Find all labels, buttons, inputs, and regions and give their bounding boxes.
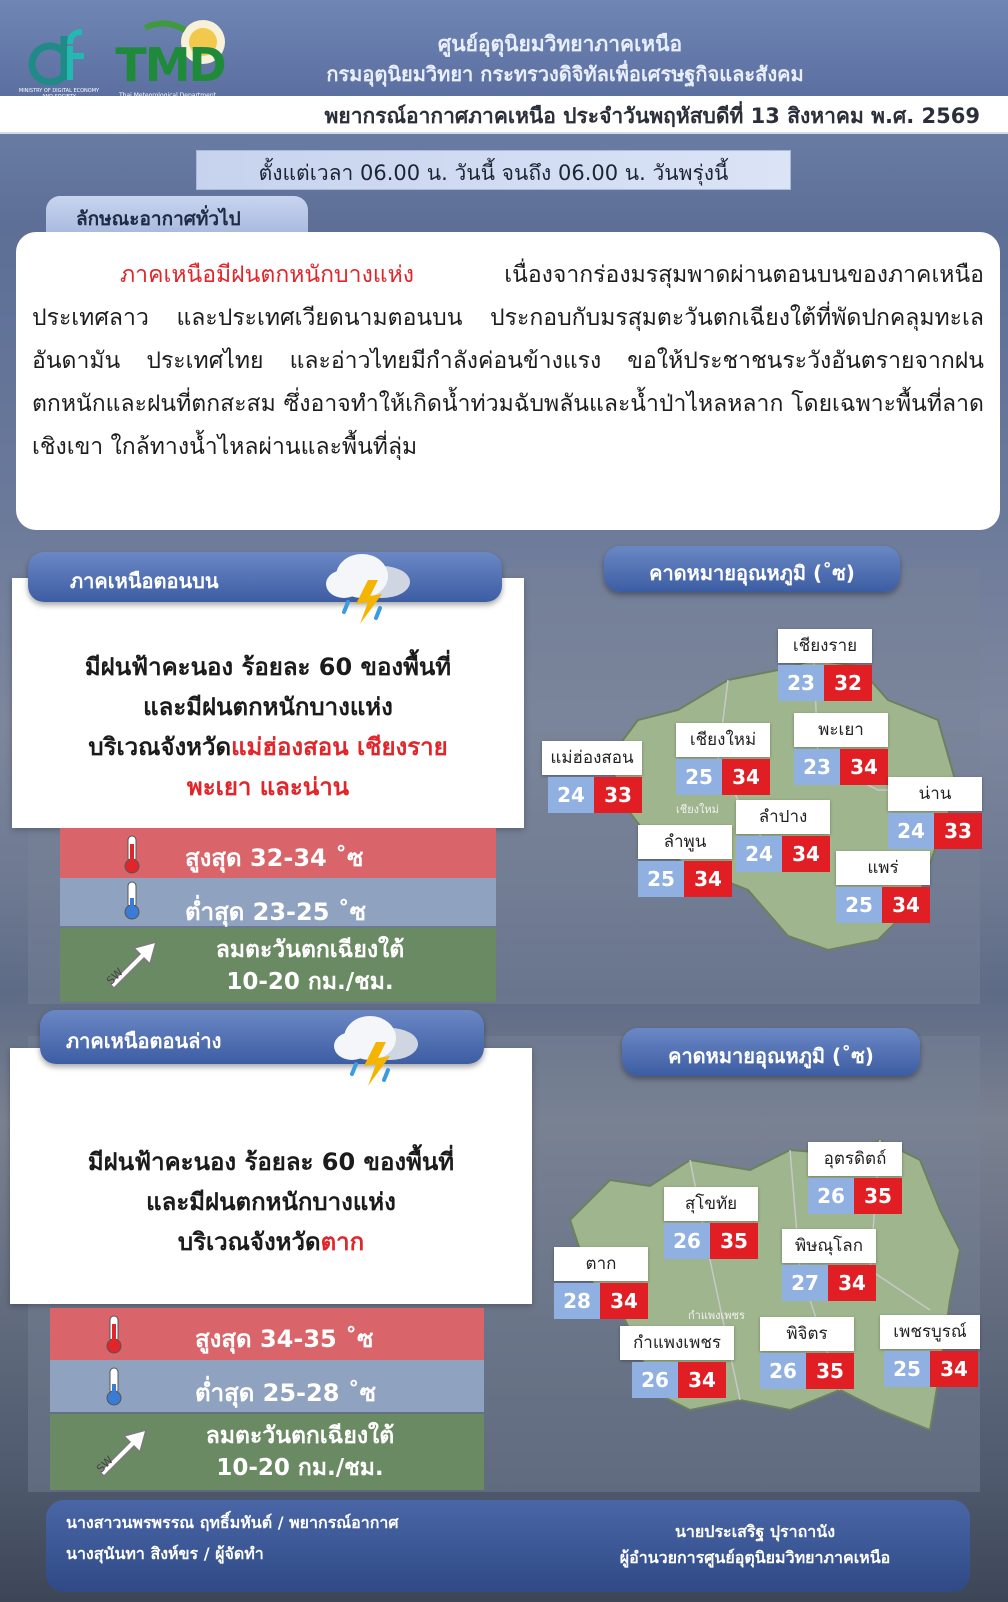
upper-map-tab-label: คาดหมายอุณหภูมิ (˚ซ) bbox=[649, 561, 855, 585]
province-chiangrai bbox=[778, 629, 872, 701]
director-name: นายประเสริฐ ปุราถานัง bbox=[674, 1522, 836, 1541]
temp-max: 33 bbox=[934, 813, 982, 849]
lower-desc bbox=[10, 1142, 532, 1262]
wind-dir-label: SW bbox=[94, 1453, 116, 1476]
temp-min: 25 bbox=[638, 861, 684, 897]
province-phrae bbox=[836, 851, 930, 923]
upper-min-text: ต่ำสุด 23-25 ˚ซ bbox=[185, 898, 367, 926]
preparer-line: นางสุนันทา สิงห์ขร / ผู้จัดทำ bbox=[66, 1544, 264, 1563]
lower-desc-line2: และมีฝนตกหนักบางแห่ง bbox=[146, 1188, 396, 1216]
thermometer-cold-icon bbox=[120, 880, 144, 920]
org-line-1: ศูนย์อุตุนิยมวิทยาภาคเหนือ bbox=[437, 32, 683, 56]
temp-min: 28 bbox=[554, 1283, 600, 1319]
lower-map-tab-label: คาดหมายอุณหภูมิ (˚ซ) bbox=[668, 1044, 874, 1068]
province-name: เชียงราย bbox=[778, 629, 872, 663]
temp-max: 33 bbox=[594, 777, 642, 813]
lower-wind-line1: ลมตะวันตกเฉียงใต้ bbox=[205, 1423, 395, 1449]
temp-max: 34 bbox=[600, 1283, 648, 1319]
lower-desc-line1: มีฝนฟ้าคะนอง ร้อยละ 60 ของพื้นที่ bbox=[87, 1148, 455, 1176]
province-nan bbox=[888, 777, 982, 849]
thunderstorm-icon bbox=[330, 1008, 426, 1088]
thermometer-hot-icon bbox=[102, 1312, 126, 1356]
temp-min: 27 bbox=[782, 1265, 828, 1301]
province-name: ลำพูน bbox=[638, 825, 732, 859]
thermometer-hot-icon bbox=[120, 834, 144, 874]
lower-desc-hl: ตาก bbox=[320, 1228, 365, 1256]
upper-desc bbox=[12, 647, 524, 807]
lower-max-text: สูงสุด 34-35 ˚ซ bbox=[195, 1325, 374, 1353]
province-lamphun bbox=[638, 825, 732, 897]
temp-max: 34 bbox=[828, 1265, 876, 1301]
tmd-logo bbox=[105, 12, 235, 102]
upper-desc-line3 bbox=[12, 727, 524, 767]
lower-wind-line2: 10-20 กม./ชม. bbox=[216, 1455, 384, 1481]
director-title: ผู้อำนวยการศูนย์อุตุนิยมวิทยาภาคเหนือ bbox=[619, 1548, 891, 1567]
upper-map-label: เชียงใหม่ bbox=[676, 803, 719, 816]
temp-min: 25 bbox=[676, 759, 722, 795]
temp-max: 34 bbox=[678, 1362, 726, 1398]
temp-min: 23 bbox=[794, 749, 840, 785]
province-name: พะเยา bbox=[794, 713, 888, 747]
temp-min: 23 bbox=[778, 665, 824, 701]
temp-max: 34 bbox=[684, 861, 732, 897]
org-line-2: กรมอุตุนิยมวิทยา กระทรวงดิจิทัลเพื่อเศรษฐกิจและสังคม bbox=[326, 62, 804, 86]
temp-max: 34 bbox=[782, 836, 830, 872]
temp-min: 26 bbox=[632, 1362, 678, 1398]
lower-min-text: ต่ำสุด 25-28 ˚ซ bbox=[195, 1379, 377, 1407]
temp-min: 24 bbox=[888, 813, 934, 849]
province-name: สุโขทัย bbox=[664, 1187, 758, 1221]
lower-desc-line3 bbox=[10, 1222, 532, 1262]
province-name: ตาก bbox=[554, 1247, 648, 1281]
lower-wind-text bbox=[140, 1420, 460, 1484]
province-lampang bbox=[736, 800, 830, 872]
province-name: พิจิตร bbox=[760, 1317, 854, 1351]
upper-desc-line2: และมีฝนตกหนักบางแห่ง bbox=[143, 693, 393, 721]
province-name: เชียงใหม่ bbox=[676, 723, 770, 757]
temp-max: 34 bbox=[722, 759, 770, 795]
lower-desc-prefix: บริเวณจังหวัด bbox=[177, 1228, 321, 1256]
province-chiangmai bbox=[676, 723, 770, 795]
province-name: เพชรบูรณ์ bbox=[880, 1315, 980, 1349]
forecast-title: พยากรณ์อากาศภาคเหนือ ประจำวันพฤหัสบดีที่ 13 สิงหาคม พ.ศ. 2569 bbox=[324, 104, 980, 128]
upper-desc-prefix: บริเวณจังหวัด bbox=[88, 733, 232, 761]
province-name: แพร่ bbox=[836, 851, 930, 885]
forecaster-line: นางสาวนพรพรรณ ฤทธิ์มหันต์ / พยากรณ์อากาศ bbox=[66, 1513, 399, 1532]
upper-wind-line2: 10-20 กม./ชม. bbox=[226, 969, 394, 995]
temp-max: 35 bbox=[710, 1223, 758, 1259]
province-phetchabun bbox=[880, 1315, 980, 1387]
forecast-period: ตั้งแต่เวลา 06.00 น. วันนี้ จนถึง 06.00 น. วันพรุ่งนี้ bbox=[258, 161, 729, 185]
lower-tab-label: ภาคเหนือตอนล่าง bbox=[66, 1029, 222, 1053]
temp-max: 34 bbox=[882, 887, 930, 923]
thermometer-cold-icon bbox=[102, 1364, 126, 1408]
temp-max: 32 bbox=[824, 665, 872, 701]
upper-desc-hl1: แม่ฮ่องสอน เชียงราย bbox=[231, 733, 448, 761]
temp-max: 34 bbox=[930, 1351, 978, 1387]
general-tab-label: ลักษณะอากาศทั่วไป bbox=[76, 208, 241, 230]
temp-max: 35 bbox=[854, 1178, 902, 1214]
temp-min: 26 bbox=[808, 1178, 854, 1214]
temp-min: 26 bbox=[664, 1223, 710, 1259]
province-name: พิษณุโลก bbox=[782, 1229, 876, 1263]
province-maehongson bbox=[542, 741, 642, 813]
temp-min: 25 bbox=[836, 887, 882, 923]
upper-desc-line1: มีฝนฟ้าคะนอง ร้อยละ 60 ของพื้นที่ bbox=[84, 653, 452, 681]
upper-tab-label: ภาคเหนือตอนบน bbox=[70, 569, 219, 593]
general-text bbox=[32, 254, 984, 469]
temp-max: 35 bbox=[806, 1353, 854, 1389]
province-name: กำแพงเพชร bbox=[620, 1326, 734, 1360]
temp-min: 24 bbox=[736, 836, 782, 872]
wind-dir-label: SW bbox=[104, 965, 126, 988]
province-tak bbox=[554, 1247, 648, 1319]
province-kamphaengphet bbox=[620, 1326, 734, 1398]
province-name: น่าน bbox=[888, 777, 982, 811]
province-name: ลำปาง bbox=[736, 800, 830, 834]
upper-wind-text bbox=[150, 934, 470, 998]
province-phichit bbox=[760, 1317, 854, 1389]
de-logo-subtitle: MINISTRY OF DIGITAL ECONOMY bbox=[18, 88, 100, 94]
general-highlight: ภาคเหนือมีฝนตกหนักบางแห่ง bbox=[120, 262, 415, 288]
thunderstorm-icon bbox=[322, 546, 418, 626]
province-uttaradit bbox=[808, 1142, 902, 1214]
upper-wind-line1: ลมตะวันตกเฉียงใต้ bbox=[215, 937, 405, 963]
province-phitsanulok bbox=[782, 1229, 876, 1301]
province-name: แม่ฮ่องสอน bbox=[542, 741, 642, 775]
upper-desc-hl2: พะเยา และน่าน bbox=[186, 773, 350, 801]
province-name: อุตรดิตถ์ bbox=[808, 1142, 902, 1176]
tmd-logo-text: TMD bbox=[115, 38, 225, 92]
province-sukhothai bbox=[664, 1187, 758, 1259]
temp-min: 25 bbox=[884, 1351, 930, 1387]
lower-map-label: กำแพงเพชร bbox=[688, 1309, 745, 1322]
general-body: เนื่องจากร่องมรสุมพาดผ่านตอนบนของภาคเหนือ ประเทศลาว และประเทศเวียดนามตอนบน ประกอบกับมรสุมตะวันตกเฉียงใต้ที่พัดปกคลุมทะเลอันดามัน ประเทศไทย และอ่าวไทยมีกำลังค่อนข้างแรง ขอให้ประชาชนระวังอันตรายจากฝนตกหนักและฝนที่ตกสะสม ซึ่งอาจทำให้เกิดน้ำท่วมฉับพลันและน้ำป่าไหลหลาก โดยเฉพาะพื้นที่ลาดเชิงเขา ใกล้ทางน้ำไหลผ่านและพื้นที่ลุ่ม bbox=[32, 262, 984, 460]
temp-min: 24 bbox=[548, 777, 594, 813]
province-phayao bbox=[794, 713, 888, 785]
upper-max-text: สูงสุด 32-34 ˚ซ bbox=[185, 844, 364, 872]
digital-economy-logo bbox=[20, 22, 100, 102]
temp-min: 26 bbox=[760, 1353, 806, 1389]
temp-max: 34 bbox=[840, 749, 888, 785]
